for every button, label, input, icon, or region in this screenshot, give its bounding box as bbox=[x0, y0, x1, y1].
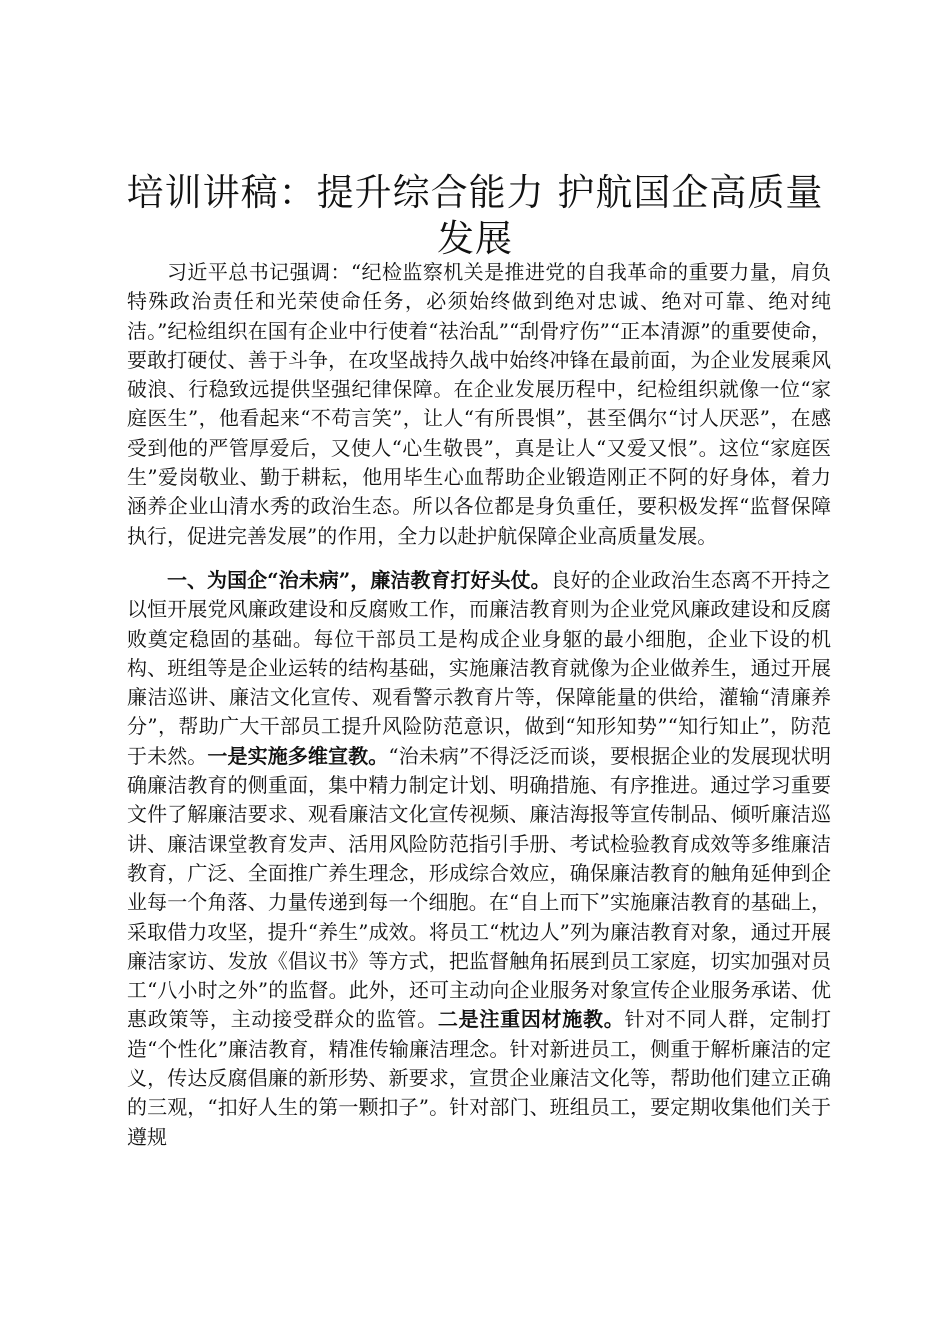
sub-heading-1: 一是实施多维宣教。 bbox=[207, 743, 389, 768]
sub-heading-2: 二是注重因材施教。 bbox=[437, 1007, 625, 1032]
document-body bbox=[127, 258, 831, 1152]
section-heading: 一、为国企“治未病”，廉洁教育打好头仗。 bbox=[167, 567, 551, 592]
paragraph-text: 针对不同人群，定制打造“个性化”廉洁教育，精准传输廉洁理念。针对新进员工，侧重于解析廉洁的定义，传达反腐倡廉的新形势、新要求，宣贯企业廉洁文化等，帮助他们建立正确的三观，“扣好人生的第一颗扣子”。针对部门、班组员工，要定期收集他们关于遵规 bbox=[127, 1007, 832, 1149]
paragraph-intro bbox=[127, 258, 831, 551]
paragraph-text: 良好的企业政治生态离不开持之以恒开展党风廉政建设和反腐败工作，而廉洁教育则为企业党风廉政建设和反腐败奠定稳固的基础。每位干部员工是构成企业身躯的最小细胞，企业下设的机构、班组等是企业运转的结构基础，实施廉洁教育就像为企业做养生，通过开展廉洁巡讲、廉洁文化宣传、观看警示教育片等，保障能量的供给，灌输“清廉养分”，帮助广大干部员工提升风险防范意识，做到“知形知势”“知行知止”，防范于未然。 bbox=[127, 567, 831, 768]
paragraph-text: 习近平总书记强调：“纪检监察机关是推进党的自我革命的重要力量，肩负特殊政治责任和光荣使命任务，必须始终做到绝对忠诚、绝对可靠、绝对纯洁。”纪检组织在国有企业中行使着“祛治乱”“刮骨疗伤”“正本清源”的重要使命，要敢打硬仗、善于斗争，在攻坚战持久战中始终冲锋在最前面，为企业发展乘风破浪、行稳致远提供坚强纪律保障。在企业发展历程中，纪检组织就像一位“家庭医生”，他看起来“不苟言笑”，让人“有所畏惧”，甚至偶尔“讨人厌恶”，在感受到他的严管厚爱后，又使人“心生敬畏”，真是让人“又爱又恨”。这位“家庭医生”爱岗敬业、勤于耕耘，他用毕生心血帮助企业锻造刚正不阿的好身体，着力涵养企业山清水秀的政治生态。所以各位都是身负重任，要积极发挥“监督保障执行，促进完善发展”的作用，全力以赴护航保障企业高质量发展。 bbox=[127, 260, 831, 548]
paragraph-text: “治未病”不得泛泛而谈，要根据企业的发展现状明确廉洁教育的侧重面，集中精力制定计划、明确措施、有序推进。通过学习重要文件了解廉洁要求、观看廉洁文化宣传视频、廉洁海报等宣传制品、倾听廉洁巡讲、廉洁课堂教育发声、活用风险防范指引手册、考试检验教育成效等多维廉洁教育，广泛、全面推广养生理念，形成综合效应，确保廉洁教育的触角延伸到企业每一个角落、力量传递到每一个细胞。在“自上而下”实施廉洁教育的基础上，采取借力攻坚，提升“养生”成效。将员工“枕边人”列为廉洁教育对象，通过开展廉洁家访、发放《倡议书》等方式，把监督触角拓展到员工家庭，切实加强对员工“八小时之外”的监督。此外，还可主动向企业服务对象宣传企业服务承诺、优惠政策等，主动接受群众的监管。 bbox=[127, 743, 832, 1032]
paragraph-section-1 bbox=[127, 566, 831, 1152]
page-title: 培训讲稿：提升综合能力 护航国企高质量发展 bbox=[126, 171, 824, 260]
